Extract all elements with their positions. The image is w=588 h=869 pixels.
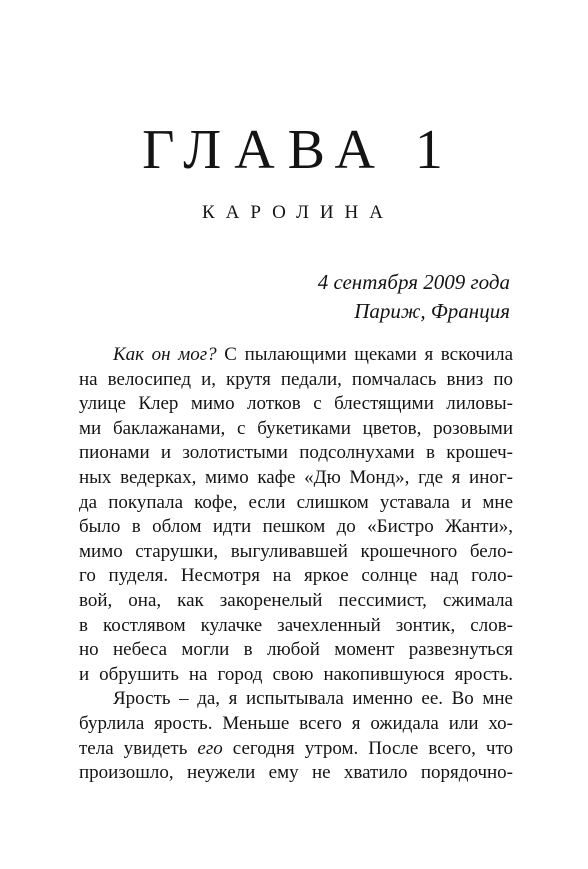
text-line: бурлила ярость. Меньше всего я ожидала или хо-	[79, 712, 513, 734]
body-text	[79, 343, 513, 786]
text-line: в костлявом кулачке зачехленный зонтик, слов-	[79, 614, 513, 636]
text-line: пионами и золотистыми подсолнухами в крошеч-	[79, 442, 513, 464]
chapter-title: ГЛАВА 1	[142, 119, 456, 181]
text-line: на велосипед и, крутя педали, помчалась вниз по	[79, 368, 513, 390]
dateline	[318, 268, 510, 326]
text-line	[79, 343, 513, 368]
text-line: и обрушить на город свою накопившуюся ярость.	[79, 663, 513, 685]
text-line: ных ведерках, мимо кафе «Дю Монд», где я иног-	[79, 466, 513, 488]
text-line: произошло, неужели ему не хватило порядочно-	[79, 762, 513, 784]
text-line: да покупала кофе, если слишком уставала и мне	[79, 491, 513, 513]
dateline-place: Париж, Франция	[354, 299, 510, 323]
text-line: Ярость – да, я испытывала именно ее. Во мне	[113, 688, 513, 710]
text-italic: его	[197, 737, 223, 759]
text-line: го пуделя. Несмотря на яркое солнце над голо-	[79, 565, 513, 587]
text-line: вой, она, как закоренелый пессимист, сжимала	[79, 589, 513, 611]
text-line: мимо старушки, выгуливавшей крошечного бело-	[79, 540, 513, 562]
text-line: ми баклажанами, с букетиками цветов, розовыми	[79, 417, 513, 439]
dateline-date: 4 сентября 2009 года	[317, 270, 510, 294]
text-run: сегодня утром. После всего, что	[222, 737, 513, 759]
text-line: было в облом идти пешком до «Бистро Жанти»,	[79, 516, 513, 538]
chapter-subtitle: КАРОЛИНА	[201, 202, 395, 223]
text-run: С пылающими щеками я вскочила	[216, 344, 514, 365]
text-run: тела увидеть	[79, 737, 198, 759]
text-line: улице Клер мимо лотков с блестящими лиловы-	[79, 393, 513, 415]
text-line: но небеса могли в любой момент развезнуться	[79, 639, 513, 661]
text-line	[79, 737, 513, 762]
text-italic: Как он мог?	[113, 344, 217, 365]
